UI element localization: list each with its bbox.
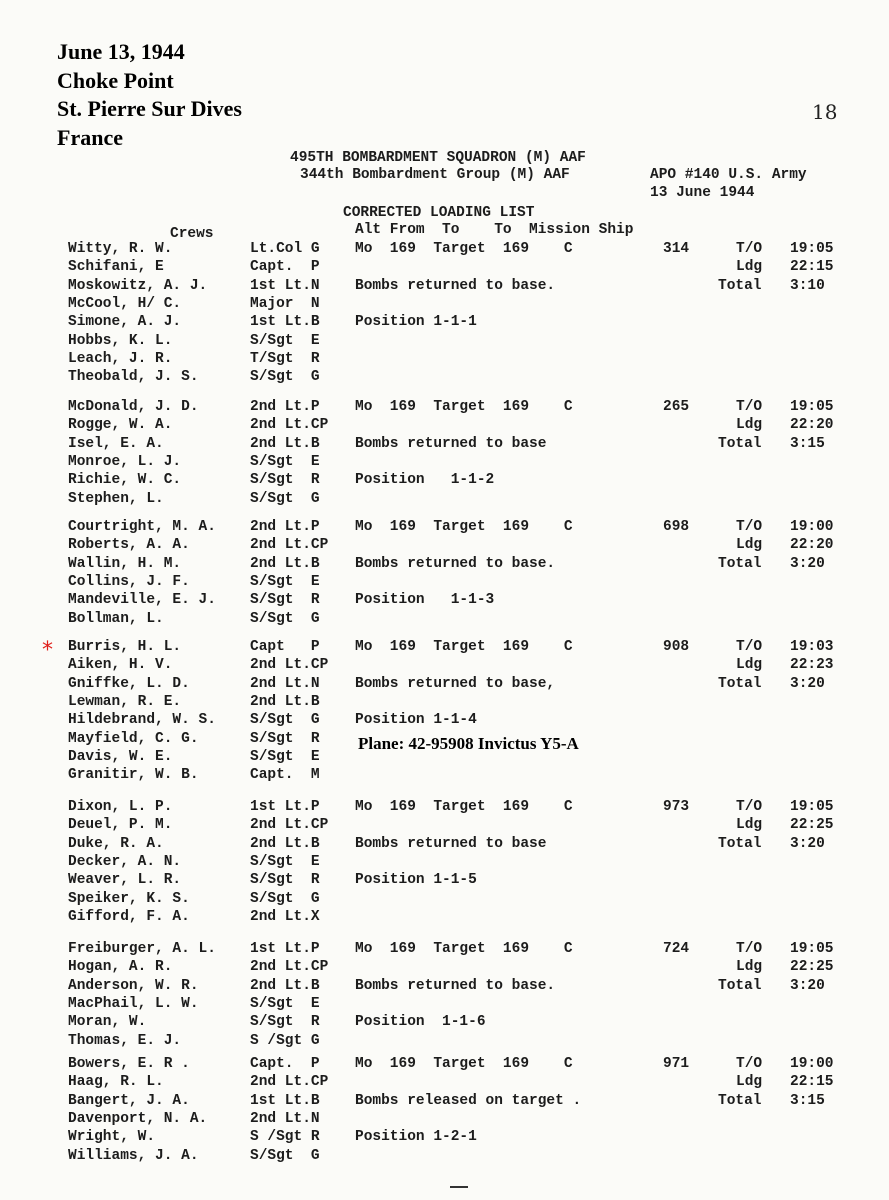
ship-number: 265 bbox=[663, 399, 690, 415]
mission-result: Bombs released on target . bbox=[355, 1092, 582, 1109]
columns-header: Alt From To To Mission Ship bbox=[355, 222, 634, 238]
crew-member-rank: S/Sgt G bbox=[250, 1147, 320, 1164]
crew-member-name: Williams, J. A. bbox=[68, 1147, 199, 1164]
takeoff-label: T/O bbox=[736, 799, 763, 815]
crew-member-rank: S/Sgt E bbox=[250, 453, 320, 470]
takeoff-time: 19:05 bbox=[790, 941, 834, 957]
formation-position: Position 1-1-6 bbox=[355, 1014, 486, 1031]
crew-member-rank: S/Sgt G bbox=[250, 890, 320, 907]
total-time: 3:20 bbox=[790, 835, 825, 852]
mission-result: Bombs returned to base. bbox=[355, 277, 556, 294]
crew-member-rank: S/Sgt G bbox=[250, 712, 320, 729]
mission-line: Mo 169 Target 169 C bbox=[355, 519, 573, 535]
crew-member-rank: 2nd Lt.P bbox=[250, 399, 320, 415]
total-time: 3:15 bbox=[790, 1092, 825, 1109]
squadron-heading: 495TH BOMBARDMENT SQUADRON (M) AAF bbox=[290, 150, 586, 166]
crew-member-row bbox=[0, 1110, 889, 1128]
page-number-mark: 18 bbox=[812, 100, 838, 124]
ship-number: 724 bbox=[663, 941, 690, 957]
crew-member-row bbox=[0, 853, 889, 871]
landing-label: Ldg bbox=[736, 537, 763, 554]
landing-label: Ldg bbox=[736, 417, 763, 434]
crew-member-name: Hildebrand, W. S. bbox=[68, 712, 216, 729]
crew-member-row bbox=[0, 350, 889, 368]
crew-member-rank: 2nd Lt.CP bbox=[250, 959, 329, 976]
apo-heading: APO #140 U.S. Army bbox=[650, 167, 807, 183]
takeoff-label: T/O bbox=[736, 399, 763, 415]
takeoff-label: T/O bbox=[736, 519, 763, 535]
crew-member-name: Weaver, L. R. bbox=[68, 872, 182, 889]
total-label: Total bbox=[718, 675, 762, 692]
crew-member-rank: S/Sgt E bbox=[250, 853, 320, 870]
landing-label: Ldg bbox=[736, 657, 763, 674]
crew-member-rank: 1st Lt.P bbox=[250, 799, 320, 815]
crew-member-row bbox=[0, 490, 889, 508]
crew-member-name: Aiken, H. V. bbox=[68, 657, 173, 674]
crew-member-name: Hogan, A. R. bbox=[68, 959, 173, 976]
crew-member-name: McDonald, J. D. bbox=[68, 399, 199, 415]
crew-member-rank: 2nd Lt.B bbox=[250, 835, 320, 852]
crew-member-rank: S/Sgt E bbox=[250, 995, 320, 1012]
crew-member-rank: S/Sgt E bbox=[250, 332, 320, 349]
mission-line: Mo 169 Target 169 C bbox=[355, 799, 573, 815]
total-label: Total bbox=[718, 977, 762, 994]
formation-position: Position 1-1-5 bbox=[355, 872, 477, 889]
crew-member-row bbox=[0, 610, 889, 628]
crew-member-name: Rogge, W. A. bbox=[68, 417, 173, 434]
crew-member-rank: 2nd Lt.B bbox=[250, 555, 320, 572]
total-time: 3:20 bbox=[790, 675, 825, 692]
takeoff-time: 19:00 bbox=[790, 1056, 834, 1072]
crew-member-name: Moran, W. bbox=[68, 1014, 147, 1031]
total-label: Total bbox=[718, 435, 762, 452]
crew-member-rank: 2nd Lt.CP bbox=[250, 417, 329, 434]
crew-member-name: Courtright, M. A. bbox=[68, 519, 216, 535]
crew-member-rank: S /Sgt G bbox=[250, 1032, 320, 1049]
crew-member-name: Wallin, H. M. bbox=[68, 555, 182, 572]
crew-member-rank: 1st Lt.B bbox=[250, 314, 320, 331]
crew-member-row bbox=[0, 1032, 889, 1050]
crew-member-row bbox=[0, 295, 889, 313]
crew-member-rank: 2nd Lt.P bbox=[250, 519, 320, 535]
crew-member-rank: 2nd Lt.X bbox=[250, 908, 320, 925]
ship-number: 971 bbox=[663, 1056, 690, 1072]
crew-member-name: McCool, H/ C. bbox=[68, 295, 182, 312]
crew-member-rank: 2nd Lt.N bbox=[250, 1110, 320, 1127]
total-time: 3:20 bbox=[790, 555, 825, 572]
crew-member-rank: 1st Lt.N bbox=[250, 277, 320, 294]
crew-member-rank: 2nd Lt.N bbox=[250, 675, 320, 692]
landing-time: 22:23 bbox=[790, 657, 834, 674]
landing-time: 22:20 bbox=[790, 417, 834, 434]
mission-result: Bombs returned to base, bbox=[355, 675, 556, 692]
crew-member-name: Mayfield, C. G. bbox=[68, 730, 199, 747]
crew-member-row bbox=[0, 908, 889, 926]
crew-member-name: Hobbs, K. L. bbox=[68, 332, 173, 349]
crew-member-name: Monroe, L. J. bbox=[68, 453, 182, 470]
caption-target: Choke Point bbox=[57, 67, 174, 93]
crew-member-name: Simone, A. J. bbox=[68, 314, 182, 331]
crew-member-name: Decker, A. N. bbox=[68, 853, 182, 870]
takeoff-label: T/O bbox=[736, 639, 763, 655]
crew-member-row bbox=[0, 766, 889, 784]
crew-member-name: Lewman, R. E. bbox=[68, 693, 182, 710]
crew-member-name: Richie, W. C. bbox=[68, 472, 182, 489]
takeoff-time: 19:05 bbox=[790, 399, 834, 415]
ship-number: 314 bbox=[663, 241, 690, 257]
takeoff-label: T/O bbox=[736, 1056, 763, 1072]
crew-member-rank: S/Sgt R bbox=[250, 872, 320, 889]
formation-position: Position 1-2-1 bbox=[355, 1129, 477, 1146]
mission-result: Bombs returned to base. bbox=[355, 977, 556, 994]
crew-member-name: Schifani, E bbox=[68, 259, 164, 276]
crew-member-rank: 2nd Lt.CP bbox=[250, 537, 329, 554]
crew-member-rank: Capt. P bbox=[250, 259, 320, 276]
takeoff-label: T/O bbox=[736, 941, 763, 957]
landing-label: Ldg bbox=[736, 959, 763, 976]
landing-label: Ldg bbox=[736, 1074, 763, 1091]
landing-label: Ldg bbox=[736, 259, 763, 276]
crew-member-name: Leach, J. R. bbox=[68, 350, 173, 367]
crew-member-rank: S/Sgt E bbox=[250, 573, 320, 590]
mission-result: Bombs returned to base bbox=[355, 435, 547, 452]
crew-member-rank: S/Sgt G bbox=[250, 610, 320, 627]
formation-position: Position 1-1-2 bbox=[355, 472, 495, 489]
formation-position: Position 1-1-1 bbox=[355, 314, 477, 331]
takeoff-time: 19:00 bbox=[790, 519, 834, 535]
crew-member-row bbox=[0, 573, 889, 591]
crew-member-rank: Capt. M bbox=[250, 767, 320, 784]
crew-member-name: Bowers, E. R . bbox=[68, 1056, 190, 1072]
crew-member-name: Collins, J. F. bbox=[68, 573, 190, 590]
mission-result: Bombs returned to base bbox=[355, 835, 547, 852]
crew-member-name: Theobald, J. S. bbox=[68, 369, 199, 386]
crew-member-name: Wright, W. bbox=[68, 1129, 156, 1146]
crew-member-name: Gifford, F. A. bbox=[68, 908, 190, 925]
crew-member-name: Bangert, J. A. bbox=[68, 1092, 190, 1109]
crew-member-name: Mandeville, E. J. bbox=[68, 592, 216, 609]
crew-member-rank: 2nd Lt.CP bbox=[250, 657, 329, 674]
total-time: 3:15 bbox=[790, 435, 825, 452]
crew-member-name: MacPhail, L. W. bbox=[68, 995, 199, 1012]
crew-member-name: Moskowitz, A. J. bbox=[68, 277, 208, 294]
crew-member-name: Thomas, E. J. bbox=[68, 1032, 182, 1049]
crew-member-name: Witty, R. W. bbox=[68, 241, 173, 257]
crew-member-rank: S /Sgt R bbox=[250, 1129, 320, 1146]
total-time: 3:20 bbox=[790, 977, 825, 994]
crew-member-name: Speiker, K. S. bbox=[68, 890, 190, 907]
crew-member-name: Davenport, N. A. bbox=[68, 1110, 208, 1127]
landing-time: 22:15 bbox=[790, 259, 834, 276]
crew-member-rank: Major N bbox=[250, 295, 320, 312]
ship-number: 698 bbox=[663, 519, 690, 535]
crew-member-name: Isel, E. A. bbox=[68, 435, 164, 452]
crew-member-name: Burris, H. L. bbox=[68, 639, 182, 655]
crew-member-name: Freiburger, A. L. bbox=[68, 941, 216, 957]
landing-label: Ldg bbox=[736, 817, 763, 834]
crew-member-rank: 1st Lt.P bbox=[250, 941, 320, 957]
crew-member-rank: Lt.Col G bbox=[250, 241, 320, 257]
total-label: Total bbox=[718, 835, 762, 852]
landing-time: 22:25 bbox=[790, 817, 834, 834]
group-heading: 344th Bombardment Group (M) AAF bbox=[300, 167, 570, 183]
crew-member-rank: 2nd Lt.B bbox=[250, 977, 320, 994]
formation-position: Position 1-1-4 bbox=[355, 712, 477, 729]
crew-member-name: Davis, W. E. bbox=[68, 748, 173, 765]
crew-member-row bbox=[0, 1147, 889, 1165]
crew-member-rank: S/Sgt E bbox=[250, 748, 320, 765]
mission-line: Mo 169 Target 169 C bbox=[355, 639, 573, 655]
mission-line: Mo 169 Target 169 C bbox=[355, 941, 573, 957]
mission-result: Bombs returned to base. bbox=[355, 555, 556, 572]
crew-member-name: Anderson, W. R. bbox=[68, 977, 199, 994]
takeoff-time: 19:05 bbox=[790, 241, 834, 257]
crew-member-row bbox=[0, 368, 889, 386]
mission-line: Mo 169 Target 169 C bbox=[355, 241, 573, 257]
landing-time: 22:15 bbox=[790, 1074, 834, 1091]
highlight-asterisk: * bbox=[42, 638, 53, 663]
crew-member-rank: 1st Lt.B bbox=[250, 1092, 320, 1109]
crew-member-rank: S/Sgt R bbox=[250, 592, 320, 609]
crews-column-header: Crews bbox=[170, 226, 214, 242]
page-bottom-mark bbox=[450, 1186, 468, 1188]
landing-time: 22:20 bbox=[790, 537, 834, 554]
crew-member-rank: 2nd Lt.CP bbox=[250, 1074, 329, 1091]
landing-time: 22:25 bbox=[790, 959, 834, 976]
caption-block bbox=[57, 38, 242, 152]
crew-member-rank: 2nd Lt.B bbox=[250, 693, 320, 710]
crew-member-name: Granitir, W. B. bbox=[68, 767, 199, 784]
crew-member-rank: S/Sgt R bbox=[250, 472, 320, 489]
caption-date: June 13, 1944 bbox=[57, 39, 185, 64]
ship-number: 973 bbox=[663, 799, 690, 815]
crew-member-rank: 2nd Lt.CP bbox=[250, 817, 329, 834]
ship-number: 908 bbox=[663, 639, 690, 655]
crew-member-rank: S/Sgt R bbox=[250, 730, 320, 747]
mission-line: Mo 169 Target 169 C bbox=[355, 1056, 573, 1072]
takeoff-label: T/O bbox=[736, 241, 763, 257]
takeoff-time: 19:03 bbox=[790, 639, 834, 655]
crew-member-rank: Capt P bbox=[250, 639, 320, 655]
crew-member-name: Stephen, L. bbox=[68, 490, 164, 507]
plane-annotation: Plane: 42-95908 Invictus Y5-A bbox=[358, 733, 579, 753]
crew-member-name: Duke, R. A. bbox=[68, 835, 164, 852]
crew-member-row bbox=[0, 453, 889, 471]
formation-position: Position 1-1-3 bbox=[355, 592, 495, 609]
crew-member-rank: S/Sgt G bbox=[250, 369, 320, 386]
crew-member-rank: T/Sgt R bbox=[250, 350, 320, 367]
total-time: 3:10 bbox=[790, 277, 825, 294]
total-label: Total bbox=[718, 277, 762, 294]
crew-member-rank: 2nd Lt.B bbox=[250, 435, 320, 452]
list-title: CORRECTED LOADING LIST bbox=[343, 205, 535, 221]
crew-member-row bbox=[0, 890, 889, 908]
crew-member-rank: S/Sgt G bbox=[250, 490, 320, 507]
crew-member-row bbox=[0, 995, 889, 1013]
crew-member-row bbox=[0, 332, 889, 350]
crew-member-rank: S/Sgt R bbox=[250, 1014, 320, 1031]
crew-member-name: Bollman, L. bbox=[68, 610, 164, 627]
total-label: Total bbox=[718, 1092, 762, 1109]
crew-member-row bbox=[0, 693, 889, 711]
caption-location: St. Pierre Sur Dives bbox=[57, 96, 242, 121]
crew-member-rank: Capt. P bbox=[250, 1056, 320, 1072]
total-label: Total bbox=[718, 555, 762, 572]
document-date: 13 June 1944 bbox=[650, 185, 755, 201]
takeoff-time: 19:05 bbox=[790, 799, 834, 815]
crew-member-name: Haag, R. L. bbox=[68, 1074, 164, 1091]
crew-member-name: Deuel, P. M. bbox=[68, 817, 173, 834]
mission-line: Mo 169 Target 169 C bbox=[355, 399, 573, 415]
caption-country: France bbox=[57, 124, 123, 150]
crew-member-name: Dixon, L. P. bbox=[68, 799, 173, 815]
crew-member-name: Roberts, A. A. bbox=[68, 537, 190, 554]
crew-member-name: Gniffke, L. D. bbox=[68, 675, 190, 692]
